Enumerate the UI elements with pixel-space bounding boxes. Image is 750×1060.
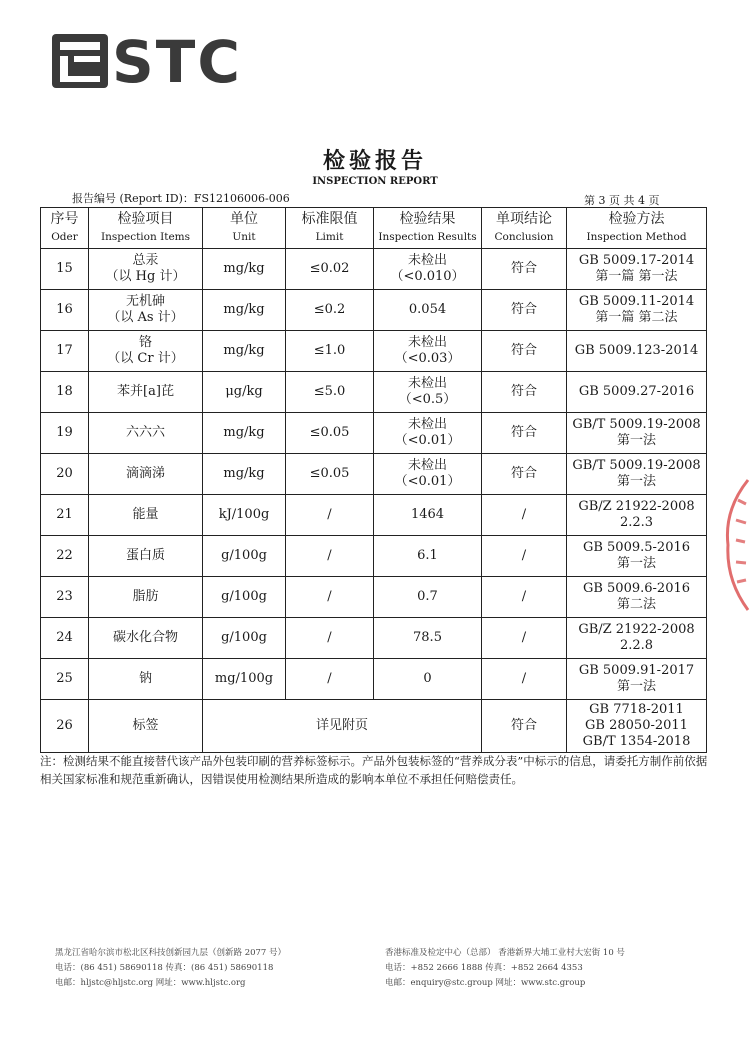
cell-result: 1464 (374, 495, 482, 536)
logo-text: STC (112, 28, 242, 96)
cell-limit: ≤0.05 (286, 413, 374, 454)
cell-unit: mg/kg (203, 290, 286, 331)
cell-conclusion: 符合 (482, 413, 567, 454)
cell-item: 六六六 (89, 413, 203, 454)
cell-conclusion: 符合 (482, 372, 567, 413)
table-row (41, 700, 707, 753)
cell-unit: mg/kg (203, 331, 286, 372)
cell-conclusion: / (482, 659, 567, 700)
cell-order: 25 (41, 659, 89, 700)
cell-limit: / (286, 536, 374, 577)
cell-limit: ≤0.02 (286, 249, 374, 290)
cell-method: GB 5009.5-2016 第一法 (567, 536, 707, 577)
header-method: 检验方法 Inspection Method (567, 208, 707, 249)
cell-conclusion: / (482, 577, 567, 618)
cell-result: 0 (374, 659, 482, 700)
cell-unit: g/100g (203, 536, 286, 577)
cell-order: 17 (41, 331, 89, 372)
cell-conclusion: 符合 (482, 331, 567, 372)
inspection-table (40, 207, 707, 753)
cell-result: 未检出 （<0.010） (374, 249, 482, 290)
cell-method: GB/Z 21922-2008 2.2.3 (567, 495, 707, 536)
table-row (41, 618, 707, 659)
cell-item: 标签 (89, 700, 203, 753)
cell-unit: g/100g (203, 577, 286, 618)
table-row (41, 454, 707, 495)
cell-conclusion: / (482, 495, 567, 536)
cell-result: 78.5 (374, 618, 482, 659)
cell-unit: kJ/100g (203, 495, 286, 536)
cell-result: 0.7 (374, 577, 482, 618)
report-subtitle: INSPECTION REPORT (312, 176, 438, 187)
cell-conclusion: 符合 (482, 290, 567, 331)
cell-method: GB 5009.6-2016 第二法 (567, 577, 707, 618)
cell-item: 总汞 （以 Hg 计） (89, 249, 203, 290)
header-items: 检验项目 Inspection Items (89, 208, 203, 249)
table-row (41, 249, 707, 290)
footer-left: 黑龙江省哈尔滨市松北区科技创新园九层（创新路 2077 号） 电话：(86 451) 58690118 传真：(86 451) 58690118 电邮：hljstc@hljstc.org 网址：www.hljstc.org (55, 948, 287, 988)
page-number: 第 3 页 共 4 页 (584, 194, 660, 207)
cell-method: GB/Z 21922-2008 2.2.8 (567, 618, 707, 659)
cell-item: 滴滴涕 (89, 454, 203, 495)
cell-conclusion: / (482, 618, 567, 659)
header-results: 检验结果 Inspection Results (374, 208, 482, 249)
table-row (41, 495, 707, 536)
cell-order: 18 (41, 372, 89, 413)
cell-limit: / (286, 577, 374, 618)
cell-item: 铬 （以 Cr 计） (89, 331, 203, 372)
header-conclusion: 单项结论 Conclusion (482, 208, 567, 249)
table-row (41, 331, 707, 372)
cell-result: 未检出 （<0.03） (374, 331, 482, 372)
cell-limit: ≤5.0 (286, 372, 374, 413)
stc-logo (52, 28, 262, 96)
cell-limit: ≤1.0 (286, 331, 374, 372)
cell-order: 16 (41, 290, 89, 331)
cell-order: 24 (41, 618, 89, 659)
cell-conclusion: / (482, 536, 567, 577)
cell-unit: mg/kg (203, 454, 286, 495)
table-header-row (41, 208, 707, 249)
cell-conclusion: 符合 (482, 454, 567, 495)
table-row (41, 290, 707, 331)
cell-item: 蛋白质 (89, 536, 203, 577)
cell-method: GB 5009.27-2016 (567, 372, 707, 413)
cell-unit: mg/100g (203, 659, 286, 700)
cell-item: 钠 (89, 659, 203, 700)
cell-result: 未检出 （<0.01） (374, 413, 482, 454)
cell-item: 能量 (89, 495, 203, 536)
cell-order: 22 (41, 536, 89, 577)
cell-limit: ≤0.2 (286, 290, 374, 331)
cell-limit: / (286, 659, 374, 700)
cell-conclusion: 符合 (482, 700, 567, 753)
table-row (41, 372, 707, 413)
cell-order: 23 (41, 577, 89, 618)
cell-unit: mg/kg (203, 413, 286, 454)
cell-limit: ≤0.05 (286, 454, 374, 495)
cell-order: 15 (41, 249, 89, 290)
cell-result: 6.1 (374, 536, 482, 577)
cell-unit: mg/kg (203, 249, 286, 290)
cell-unit: μg/kg (203, 372, 286, 413)
cell-method: GB 5009.91-2017 第一法 (567, 659, 707, 700)
cell-order: 21 (41, 495, 89, 536)
cell-method: GB 5009.17-2014 第一篇 第一法 (567, 249, 707, 290)
cell-method: GB 5009.123-2014 (567, 331, 707, 372)
cell-result: 0.054 (374, 290, 482, 331)
table-row (41, 659, 707, 700)
cell-merged-result: 详见附页 (203, 700, 482, 753)
report-id: 报告编号 (Report ID)：FS12106006-006 (72, 192, 290, 205)
cell-item: 碳水化合物 (89, 618, 203, 659)
cell-item: 苯并[a]芘 (89, 372, 203, 413)
table-row (41, 536, 707, 577)
cell-item: 无机砷 （以 As 计） (89, 290, 203, 331)
disclaimer-note: 注：检测结果不能直接替代该产品外包装印刷的营养标签标示。产品外包装标签的“营养成分表”中标示的信息，请委托方制作前依据相关国家标准和规范重新确认，因错误使用检测结果所造成的影响本单位不承担任何赔偿责任。 (40, 754, 708, 786)
cell-method: GB/T 5009.19-2008 第一法 (567, 454, 707, 495)
header-unit: 单位 Unit (203, 208, 286, 249)
cell-method: GB/T 5009.19-2008 第一法 (567, 413, 707, 454)
cell-method: GB 5009.11-2014 第一篇 第二法 (567, 290, 707, 331)
cell-conclusion: 符合 (482, 249, 567, 290)
report-title: 检验报告 (322, 148, 427, 174)
stc-logo-mark (52, 34, 108, 88)
cell-limit: / (286, 618, 374, 659)
cell-order: 26 (41, 700, 89, 753)
cell-order: 20 (41, 454, 89, 495)
red-seal-stamp (718, 470, 750, 620)
cell-limit: / (286, 495, 374, 536)
header-order: 序号 Oder (41, 208, 89, 249)
cell-method: GB 7718-2011 GB 28050-2011 GB/T 1354-2018 (567, 700, 707, 753)
table-row (41, 577, 707, 618)
cell-result: 未检出 （<0.5） (374, 372, 482, 413)
cell-item: 脂肪 (89, 577, 203, 618)
cell-unit: g/100g (203, 618, 286, 659)
cell-result: 未检出 （<0.01） (374, 454, 482, 495)
footer-right: 香港标准及检定中心（总部） 香港新界大埔工业村大宏街 10 号 电话：+852 2666 1888 传真：+852 2664 4353 电邮：enquiry@stc.group 网址：www.stc.group (385, 948, 625, 988)
table-row (41, 413, 707, 454)
header-limit: 标准限值 Limit (286, 208, 374, 249)
cell-order: 19 (41, 413, 89, 454)
